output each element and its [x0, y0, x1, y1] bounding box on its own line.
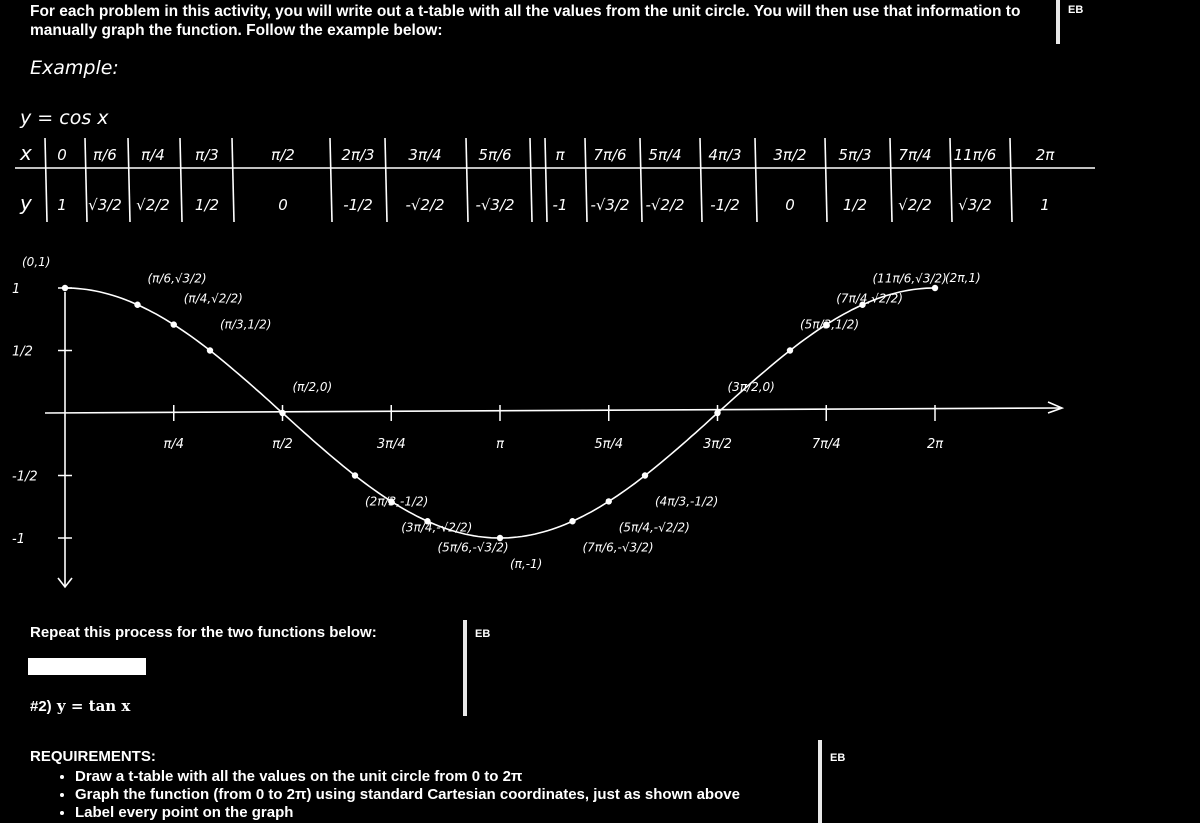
point-label: (π,-1) — [510, 557, 543, 571]
t-table-x-cell: π/4 — [141, 146, 165, 164]
t-table-x-cell: 2π/3 — [341, 146, 375, 164]
curve-point — [279, 410, 285, 416]
curve-point — [62, 285, 68, 291]
x-tick-label: 7π/4 — [811, 437, 841, 452]
t-table-x-cell: 7π/6 — [593, 146, 627, 164]
point-label: (2π/3,-1/2) — [365, 494, 429, 509]
problem-2-label: #2) — [30, 698, 52, 715]
curve-point — [569, 518, 575, 524]
x-tick-label: π — [496, 437, 504, 452]
t-table-y-cell: 1/2 — [194, 196, 220, 214]
curve-point — [932, 285, 938, 291]
x-tick-label: π/2 — [272, 437, 293, 452]
point-label: (π/2,0) — [292, 380, 333, 394]
t-table-y-cell: √3/2 — [958, 196, 992, 214]
point-label: (π/4,√2/2) — [183, 291, 243, 306]
problem-2 — [30, 697, 130, 715]
point-label: (11π/6,√3/2) — [872, 271, 947, 286]
t-table-y-cell: -1/2 — [710, 196, 740, 214]
t-table-y-cell: 0 — [785, 196, 795, 214]
y-tick-label: -1 — [12, 532, 25, 547]
problem-2-function: y = tan x — [56, 697, 131, 715]
t-table-y-cell: -√2/2 — [405, 196, 445, 214]
t-table-y-cell: 1/2 — [842, 196, 868, 214]
curve-point — [207, 347, 213, 353]
x-tick-label: π/4 — [163, 437, 184, 452]
instructions-text: For each problem in this activity, you will write out a t-table with all the values from the unit circle. You will then use that information to manually graph the function. Follow the example below: — [30, 3, 1021, 39]
x-tick-label: 2π — [926, 437, 944, 452]
point-label: (2π,1) — [945, 271, 981, 285]
y-tick-label: -1/2 — [12, 469, 38, 485]
t-table-y-cell: √2/2 — [136, 196, 170, 214]
example-label: Example: — [30, 57, 119, 79]
point-label: (5π/6,-√3/2) — [437, 540, 509, 555]
stamp-label: EB — [475, 628, 491, 640]
t-table-y-cell: -√3/2 — [590, 196, 630, 214]
x-tick-label: 3π/2 — [703, 437, 732, 452]
t-table-x-cell: 3π/2 — [773, 146, 807, 164]
requirements-title: REQUIREMENTS: — [30, 748, 156, 765]
curve-point — [352, 472, 358, 478]
point-label: (π/6,√3/2) — [147, 271, 207, 286]
t-table-y-label: y — [20, 191, 32, 215]
t-table-x-cell: 7π/4 — [898, 146, 932, 164]
point-label: (4π/3,-1/2) — [655, 494, 719, 509]
requirement-item: • Label every point on the graph — [75, 804, 740, 822]
point-label: (3π/2,0) — [727, 380, 775, 394]
point-label: (5π/3,1/2) — [800, 317, 860, 332]
x-tick-label: 3π/4 — [376, 437, 406, 452]
requirements-list — [30, 768, 740, 822]
x-tick-label: 5π/4 — [594, 437, 624, 452]
t-table-y-cell: √2/2 — [898, 196, 932, 214]
t-table-y-cell: -1/2 — [343, 196, 373, 214]
t-table-y-cell: -1 — [552, 196, 568, 214]
t-table-x-cell: 5π/3 — [838, 146, 872, 164]
point-label: (3π/4,-√2/2) — [401, 520, 473, 535]
point-label: (5π/4,-√2/2) — [618, 520, 690, 535]
requirement-item: • Draw a t-table with all the values on the unit circle from 0 to 2π — [75, 768, 740, 786]
curve-point — [134, 302, 140, 308]
example-function: y = cos x — [20, 107, 109, 129]
t-table-x-cell: 2π — [1035, 146, 1055, 164]
stamp-label: EB — [1068, 4, 1084, 16]
graph-axes — [45, 292, 1062, 587]
curve-point — [171, 321, 177, 327]
stamp-bar — [818, 740, 822, 823]
curve-point — [714, 410, 720, 416]
requirement-item: • Graph the function (from 0 to 2π) using standard Cartesian coordinates, just as shown above — [75, 786, 740, 804]
y-tick-label: 1 — [12, 282, 21, 297]
requirements — [30, 748, 740, 822]
repeat-instruction: Repeat this process for the two functions below: — [30, 624, 377, 641]
curve-point — [606, 498, 612, 504]
t-table-x-cell: π/3 — [195, 146, 219, 164]
t-table-y-cell: 0 — [278, 196, 288, 214]
t-table-x-cell: π/6 — [93, 146, 117, 164]
point-label: (7π/6,-√3/2) — [582, 540, 654, 555]
t-table-y-cell: -√2/2 — [645, 196, 685, 214]
t-table-x-cell: π — [555, 146, 565, 164]
t-table-x-cell: 5π/4 — [648, 146, 682, 164]
t-table-y-cell: 1 — [1040, 196, 1050, 214]
stamp-label: EB — [830, 752, 846, 764]
t-table-y-cell: √3/2 — [88, 196, 122, 214]
point-label: (0,1) — [22, 255, 51, 269]
point-label: (7π/4,√2/2) — [836, 291, 903, 306]
t-table-x-label: x — [20, 141, 32, 165]
t-table-x-cell: 0 — [57, 146, 67, 164]
redacted-block — [28, 658, 146, 675]
t-table-x-cell: 4π/3 — [708, 146, 742, 164]
y-tick-label: 1/2 — [12, 344, 33, 360]
curve-point — [642, 472, 648, 478]
curve-point — [787, 347, 793, 353]
t-table-x-cell: 11π/6 — [953, 146, 997, 164]
stamp-bar — [463, 620, 467, 716]
t-table-x-cell: 5π/6 — [478, 146, 512, 164]
t-table-y-cell: 1 — [57, 196, 67, 214]
t-table-x-cell: 3π/4 — [408, 146, 442, 164]
t-table-y-cell: -√3/2 — [475, 196, 515, 214]
t-table-x-cell: π/2 — [271, 146, 295, 164]
point-label: (π/3,1/2) — [220, 317, 272, 332]
